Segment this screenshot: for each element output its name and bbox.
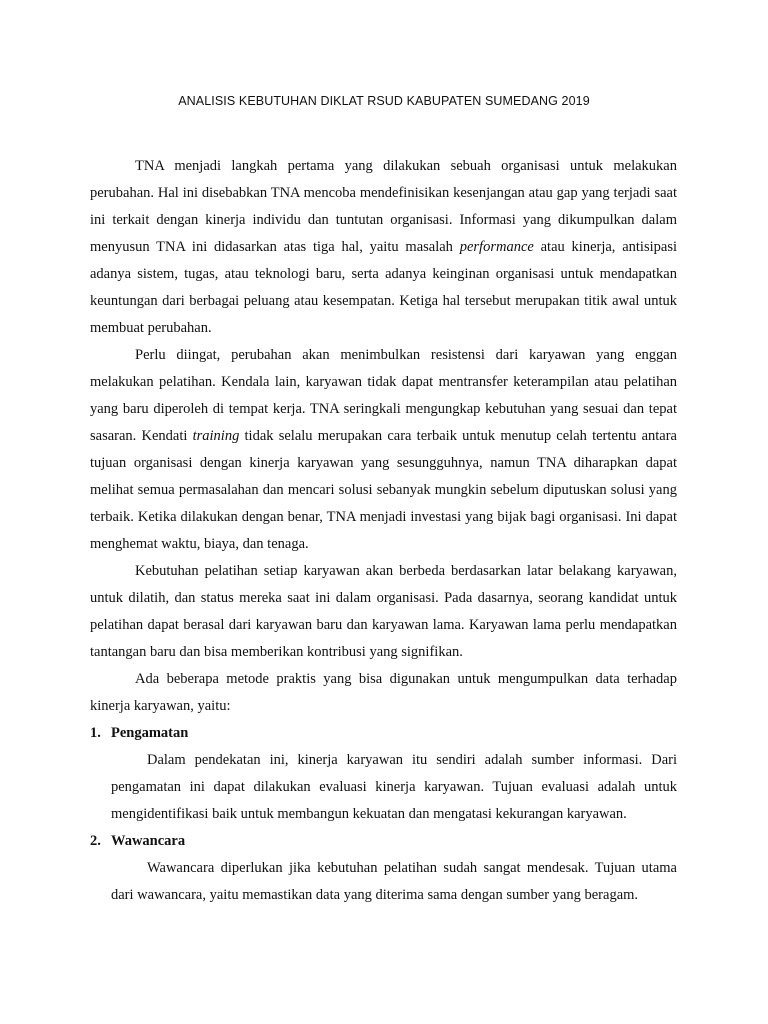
document-body: [90, 153, 677, 909]
paragraph-text: tidak selalu merupakan cara terbaik untuk menutup celah tertentu antara tujuan organisasi dengan kinerja karyawan yang sesungguhnya, namun TNA diharapkan dapat melihat semua permasalahan dan mencari solusi sebanyak mungkin sebelum diputuskan solusi yang terbaik. Ketika dilakukan dengan benar, TNA menjadi investasi yang bijak bagi organisasi. Ini dapat menghemat waktu, biaya, dan tenaga.: [90, 428, 677, 552]
list-body-text: Wawancara diperlukan jika kebutuhan pelatihan sudah sangat mendesak. Tujuan utama dari wawancara, yaitu memastikan data yang diterima sama dengan sumber yang beragam.: [111, 860, 677, 903]
list-body-text: Dalam pendekatan ini, kinerja karyawan itu sendiri adalah sumber informasi. Dari pengamatan ini dapat dilakukan evaluasi kinerja karyawan. Tujuan evaluasi adalah untuk mengidentifikasi baik untuk membangun kekuatan dan mengatasi kekurangan karyawan.: [111, 752, 677, 822]
paragraph-tna-intro: [90, 153, 677, 342]
list-number: 2.: [90, 833, 101, 849]
emphasis-training: training: [192, 428, 240, 444]
emphasis-performance: performance: [459, 239, 534, 255]
paragraph-resistance: [90, 342, 677, 558]
list-item-interview: [90, 828, 677, 909]
list-heading-label: Wawancara: [111, 833, 186, 849]
paragraph-training-needs: Kebutuhan pelatihan setiap karyawan akan berbeda berdasarkan latar belakang karyawan, untuk dilatih, dan status mereka saat ini dalam organisasi. Pada dasarnya, seorang kandidat untuk pelatihan dapat berasal dari karyawan baru dan karyawan lama. Karyawan lama perlu mendapatkan tantangan baru dan bisa memberikan kontribusi yang signifikan.: [90, 563, 677, 660]
paragraph-text: Perlu diingat, perubahan akan menimbulkan resistensi dari karyawan yang enggan melakukan pelatihan. Kendala lain, karyawan tidak dapat mentransfer keterampilan atau pelatihan yang baru diperoleh di tempat kerja. TNA seringkali mengungkap kebutuhan yang sesuai dan tepat sasaran. Kendati: [90, 347, 677, 444]
list-heading-label: Pengamatan: [111, 725, 189, 741]
list-heading: [90, 828, 677, 855]
document-title: ANALISIS KEBUTUHAN DIKLAT RSUD KABUPATEN SUMEDANG 2019: [178, 94, 590, 108]
paragraph-methods-intro: Ada beberapa metode praktis yang bisa digunakan untuk mengumpulkan data terhadap kinerja karyawan, yaitu:: [90, 671, 677, 714]
paragraph-text: TNA menjadi langkah pertama yang dilakukan sebuah organisasi untuk melakukan perubahan. Hal ini disebabkan TNA mencoba mendefinisikan kesenjangan atau gap yang terjadi saat ini terkait dengan kinerja individu dan tuntutan organisasi. Informasi yang dikumpulkan dalam menyusun TNA ini didasarkan atas tiga hal, yaitu masalah: [90, 158, 677, 255]
paragraph-text: atau kinerja, antisipasi adanya sistem, tugas, atau teknologi baru, serta adanya keinginan organisasi untuk mendapatkan keuntungan dari berbagai peluang atau kesempatan. Ketiga hal tersebut merupakan titik awal untuk membuat perubahan.: [90, 239, 677, 336]
list-heading: [90, 720, 677, 747]
list-item-observation: [90, 720, 677, 828]
list-number: 1.: [90, 725, 101, 741]
